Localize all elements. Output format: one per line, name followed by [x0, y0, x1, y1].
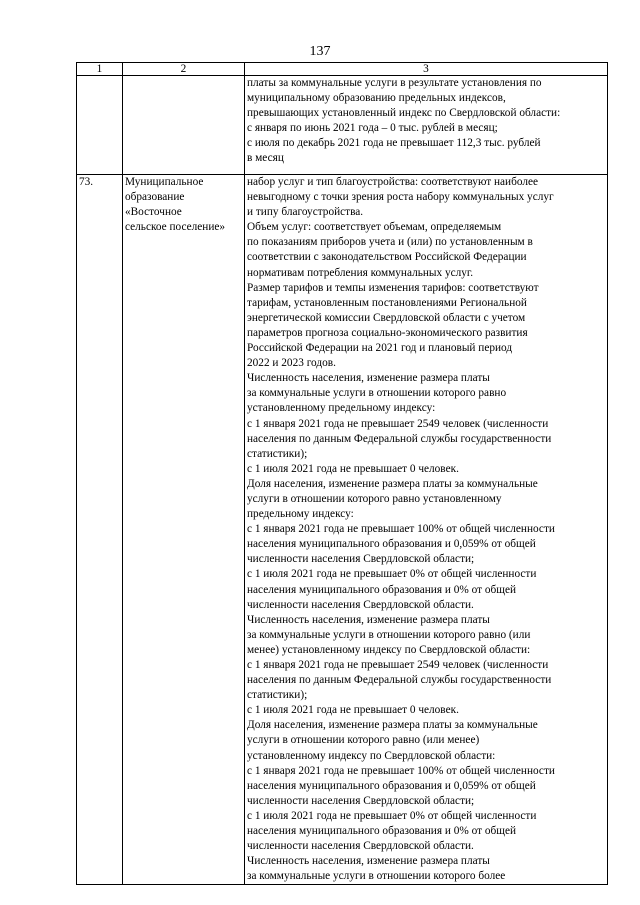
cell-content [245, 175, 608, 885]
text-line: численности населения Свердловской области; [247, 794, 475, 807]
text-line: Численность населения, изменение размера платы [247, 372, 490, 385]
text-line: с января по июнь 2021 года – 0 тыс. рублей в месяц; [247, 122, 498, 135]
text-line: предельному индексу: [247, 508, 354, 521]
text-line: с 1 января 2021 года не превышает 100% от общей численности [247, 523, 555, 536]
text-line: «Восточное [125, 206, 182, 219]
page-number: 137 [309, 44, 331, 59]
text-line: с 1 января 2021 года не превышает 100% от общей численности [247, 764, 555, 777]
text-line: энергетической комиссии Свердловской области с учетом [247, 311, 526, 324]
text-line: установленному предельному индексу: [247, 402, 436, 415]
text-line: статистики); [247, 447, 308, 460]
text-line: образование [125, 191, 185, 204]
text-line: Доля населения, изменение размера платы за коммунальные [247, 477, 538, 490]
text-line: населения муниципального образования и 0,059% от общей [247, 538, 536, 551]
header-row [77, 63, 608, 76]
text-line: тарифам, установленным постановлениями Региональной [247, 296, 527, 309]
text-line: численности населения Свердловской области. [247, 840, 474, 853]
cell-content [245, 76, 608, 175]
text-line: населения муниципального образования и 0,059% от общей [247, 779, 536, 792]
text-line: Размер тарифов и темпы изменения тарифов: соответствуют [247, 281, 539, 294]
cell-number [77, 76, 123, 175]
text-line: невыгодному с точки зрения роста набору коммунальных услуг [247, 191, 554, 204]
text-line: населения муниципального образования и 0% от общей [247, 825, 517, 838]
text-line: за коммунальные услуги в отношении которого равно [247, 387, 507, 400]
table-row-continuation [77, 76, 608, 175]
text-line: в месяц [247, 152, 284, 165]
text-line: численности населения Свердловской области; [247, 553, 475, 566]
text-line: менее) установленному индексу по Свердловской области: [247, 643, 531, 656]
text-line: набор услуг и тип благоустройства: соответствуют наиболее [247, 176, 539, 188]
text-line: параметров прогноза социально-экономического развития [247, 326, 528, 339]
text-line: Доля населения, изменение размера платы за коммунальные [247, 719, 538, 732]
text-line: с 1 января 2021 года не превышает 2549 человек (численности [247, 659, 549, 671]
table-row-73 [77, 175, 608, 885]
text-line: Объем услуг: соответствует объемам, определяемым [247, 221, 502, 234]
text-line: с 1 июля 2021 года не превышает 0% от общей численности [247, 568, 537, 581]
text-line: Численность населения, изменение размера платы [247, 855, 490, 868]
text-line: установленному индексу по Свердловской области: [247, 749, 496, 762]
text-line: сельское поселение» [125, 221, 226, 234]
text-line: муниципальному образованию предельных индексов, [247, 92, 506, 105]
text-line: населения по данным Федеральной службы государственности [247, 432, 552, 445]
header-col-1: 1 [77, 63, 123, 76]
text-line: соответствии с законодательством Российской Федерации [247, 251, 527, 264]
text-line: Муниципальное [125, 176, 204, 188]
text-line: Российской Федерации на 2021 год и плановый период [247, 342, 513, 355]
text-line: услуги в отношении которого равно установленному [247, 492, 502, 505]
text-line: превышающих установленный индекс по Свердловской области: [247, 107, 561, 120]
text-line: платы за коммунальные услуги в результате установления по [247, 77, 542, 89]
header-col-2: 2 [123, 63, 245, 76]
document-table [76, 62, 608, 885]
header-col-3: 3 [245, 63, 608, 76]
cell-municipality [123, 175, 245, 885]
text-line: 2022 и 2023 годов. [247, 357, 336, 370]
text-line: численности населения Свердловской области. [247, 598, 474, 611]
text-line: с 1 января 2021 года не превышает 2549 человек (численности [247, 417, 549, 430]
text-line: населения муниципального образования и 0% от общей [247, 583, 517, 596]
text-line: населения по данным Федеральной службы государственности [247, 674, 552, 687]
text-line: Численность населения, изменение размера платы [247, 613, 490, 626]
text-line: за коммунальные услуги в отношении которого более [247, 870, 506, 883]
cell-municipality [123, 76, 245, 175]
text-line: услуги в отношении которого равно (или менее) [247, 734, 480, 747]
text-line: с 1 июля 2021 года не превышает 0 человек. [247, 462, 459, 475]
text-line: с июля по декабрь 2021 года не превышает 112,3 тыс. рублей [247, 137, 541, 150]
text-line: статистики); [247, 689, 308, 702]
cell-number: 73. [77, 175, 123, 885]
text-line: за коммунальные услуги в отношении которого равно (или [247, 628, 531, 641]
text-line: с 1 июля 2021 года не превышает 0 человек. [247, 704, 459, 717]
text-line: и типу благоустройства. [247, 206, 364, 219]
text-line: с 1 июля 2021 года не превышает 0% от общей численности [247, 809, 537, 822]
text-line: по показаниям приборов учета и (или) по установленным в [247, 236, 533, 249]
text-line: нормативам потребления коммунальных услуг. [247, 266, 474, 279]
